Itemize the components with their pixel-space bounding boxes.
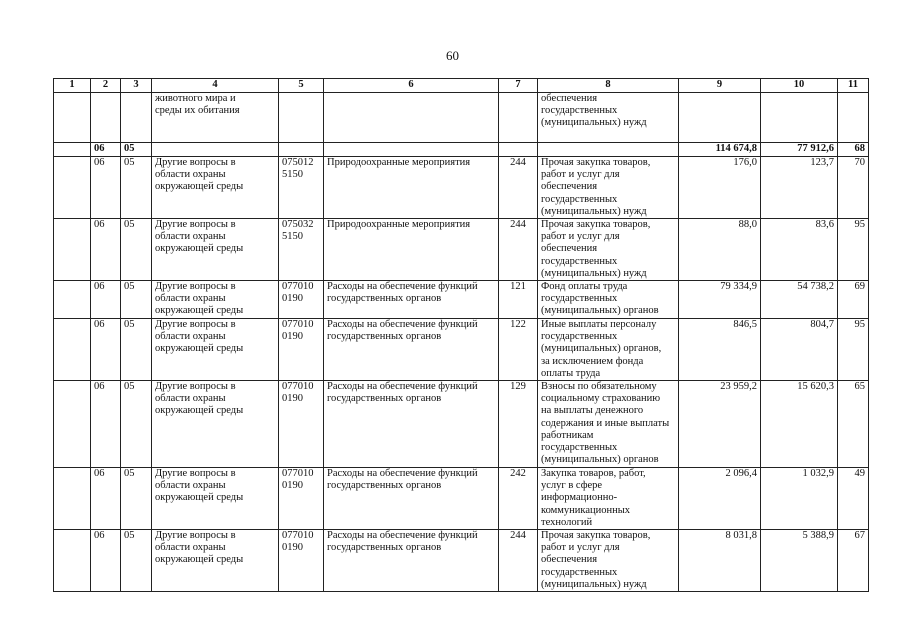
- cell-target-article: 077010 0190: [279, 468, 324, 530]
- cell-planned-amount: 8 031,8: [679, 530, 761, 592]
- cell-blank: [54, 468, 91, 530]
- cell-section-name: Другие вопросы в области охраны окружающей среды: [152, 468, 279, 530]
- cell-target-article: 077010 0190: [279, 381, 324, 468]
- column-header: 6: [324, 79, 499, 93]
- cell-blank: [54, 219, 91, 281]
- cell-section-name: Другие вопросы в области охраны окружающей среды: [152, 281, 279, 319]
- cell-planned-amount: 79 334,9: [679, 281, 761, 319]
- subtotal-row: [54, 143, 869, 157]
- cell-planned-amount: 88,0: [679, 219, 761, 281]
- cell-executed-amount: 15 620,3: [761, 381, 838, 468]
- column-header: 2: [91, 79, 121, 93]
- cell-expense-type: Прочая закупка товаров, работ и услуг для обеспечения государственных (муниципальных) нужд: [538, 530, 679, 592]
- table-row: [54, 381, 869, 468]
- cell-section: 06: [91, 530, 121, 592]
- cell-target-article: 077010 0190: [279, 281, 324, 319]
- cell-subsection: 05: [121, 468, 152, 530]
- cell-section: 06: [91, 281, 121, 319]
- cell-section-name: Другие вопросы в области охраны окружающей среды: [152, 530, 279, 592]
- cell-percent: 95: [838, 319, 869, 381]
- cell-target-name: Расходы на обеспечение функций государственных органов: [324, 381, 499, 468]
- cell-target-name: Расходы на обеспечение функций государственных органов: [324, 468, 499, 530]
- cell-expense-code: 122: [499, 319, 538, 381]
- cell-subsection: 05: [121, 530, 152, 592]
- cell-expense-type: Прочая закупка товаров, работ и услуг для обеспечения государственных (муниципальных) нужд: [538, 157, 679, 219]
- cell-target-article: 077010 0190: [279, 319, 324, 381]
- cell-planned-amount: 114 674,8: [679, 143, 761, 157]
- cell-section-name: Другие вопросы в области охраны окружающей среды: [152, 381, 279, 468]
- cell-section-name: Другие вопросы в области охраны окружающей среды: [152, 319, 279, 381]
- column-header: 1: [54, 79, 91, 93]
- cell-planned-amount: 846,5: [679, 319, 761, 381]
- page-number: 60: [446, 48, 459, 63]
- cell-subsection: 05: [121, 143, 152, 157]
- cell-expense-type: Иные выплаты персоналу государственных (муниципальных) органов, за исключением фонда оплаты труда: [538, 319, 679, 381]
- cell-expense-code: 244: [499, 530, 538, 592]
- cell-executed-amount: 83,6: [761, 219, 838, 281]
- table-row: [54, 468, 869, 530]
- column-header: 4: [152, 79, 279, 93]
- budget-table: [53, 78, 869, 592]
- cell-executed-amount: 77 912,6: [761, 143, 838, 157]
- cell-blank: [54, 281, 91, 319]
- cell-blank: [54, 319, 91, 381]
- cell-section-name: животного мира и среды их обитания: [152, 93, 279, 143]
- cell-target-name: Природоохранные мероприятия: [324, 157, 499, 219]
- cell-executed-amount: 1 032,9: [761, 468, 838, 530]
- cell-target-article: 075032 5150: [279, 219, 324, 281]
- cell-section: 06: [91, 143, 121, 157]
- cell-blank: [54, 530, 91, 592]
- column-header: 7: [499, 79, 538, 93]
- column-header: 3: [121, 79, 152, 93]
- cell-expense-code: 244: [499, 157, 538, 219]
- cell-expense-type: обеспечения государственных (муниципальных) нужд: [538, 93, 679, 143]
- cell-expense-code: 129: [499, 381, 538, 468]
- cell-executed-amount: 5 388,9: [761, 530, 838, 592]
- column-header: 10: [761, 79, 838, 93]
- column-header: 11: [838, 79, 869, 93]
- cell-subsection: 05: [121, 319, 152, 381]
- cell-target-name: Расходы на обеспечение функций государственных органов: [324, 530, 499, 592]
- cell-target-name: Расходы на обеспечение функций государственных органов: [324, 281, 499, 319]
- continuation-row: [54, 93, 869, 143]
- table-row: [54, 157, 869, 219]
- column-header: 9: [679, 79, 761, 93]
- cell-target-name: Расходы на обеспечение функций государственных органов: [324, 319, 499, 381]
- cell-planned-amount: 23 959,2: [679, 381, 761, 468]
- cell-subsection: 05: [121, 381, 152, 468]
- cell-executed-amount: 123,7: [761, 157, 838, 219]
- cell-percent: 65: [838, 381, 869, 468]
- cell-executed-amount: 54 738,2: [761, 281, 838, 319]
- cell-expense-code: 244: [499, 219, 538, 281]
- table-row: [54, 530, 869, 592]
- cell-blank: [54, 381, 91, 468]
- table-body: [54, 79, 869, 592]
- cell-section: 06: [91, 381, 121, 468]
- header-row: [54, 79, 869, 93]
- cell-expense-type: Прочая закупка товаров, работ и услуг для обеспечения государственных (муниципальных) нужд: [538, 219, 679, 281]
- cell-subsection: 05: [121, 219, 152, 281]
- column-header: 8: [538, 79, 679, 93]
- cell-subsection: 05: [121, 157, 152, 219]
- table-row: [54, 319, 869, 381]
- table-row: [54, 281, 869, 319]
- column-header: 5: [279, 79, 324, 93]
- cell-planned-amount: 2 096,4: [679, 468, 761, 530]
- cell-expense-code: 242: [499, 468, 538, 530]
- cell-blank: [54, 157, 91, 219]
- cell-subsection: 05: [121, 281, 152, 319]
- cell-expense-type: Закупка товаров, работ, услуг в сфере информационно- коммуникационных технологий: [538, 468, 679, 530]
- cell-section: 06: [91, 157, 121, 219]
- cell-percent: 68: [838, 143, 869, 157]
- cell-expense-type: Фонд оплаты труда государственных (муниципальных) органов: [538, 281, 679, 319]
- cell-percent: 69: [838, 281, 869, 319]
- cell-planned-amount: 176,0: [679, 157, 761, 219]
- cell-percent: 70: [838, 157, 869, 219]
- cell-section: 06: [91, 219, 121, 281]
- cell-section: 06: [91, 468, 121, 530]
- cell-percent: 49: [838, 468, 869, 530]
- cell-section-name: Другие вопросы в области охраны окружающей среды: [152, 219, 279, 281]
- cell-percent: 67: [838, 530, 869, 592]
- cell-section-name: Другие вопросы в области охраны окружающей среды: [152, 157, 279, 219]
- cell-expense-type: Взносы по обязательному социальному страхованию на выплаты денежного содержания и иные выплаты работникам государственных (муниципальных) органов: [538, 381, 679, 468]
- cell-percent: 95: [838, 219, 869, 281]
- cell-target-article: 077010 0190: [279, 530, 324, 592]
- cell-expense-code: 121: [499, 281, 538, 319]
- cell-executed-amount: 804,7: [761, 319, 838, 381]
- cell-target-article: 075012 5150: [279, 157, 324, 219]
- cell-target-name: Природоохранные мероприятия: [324, 219, 499, 281]
- table-row: [54, 219, 869, 281]
- cell-section: 06: [91, 319, 121, 381]
